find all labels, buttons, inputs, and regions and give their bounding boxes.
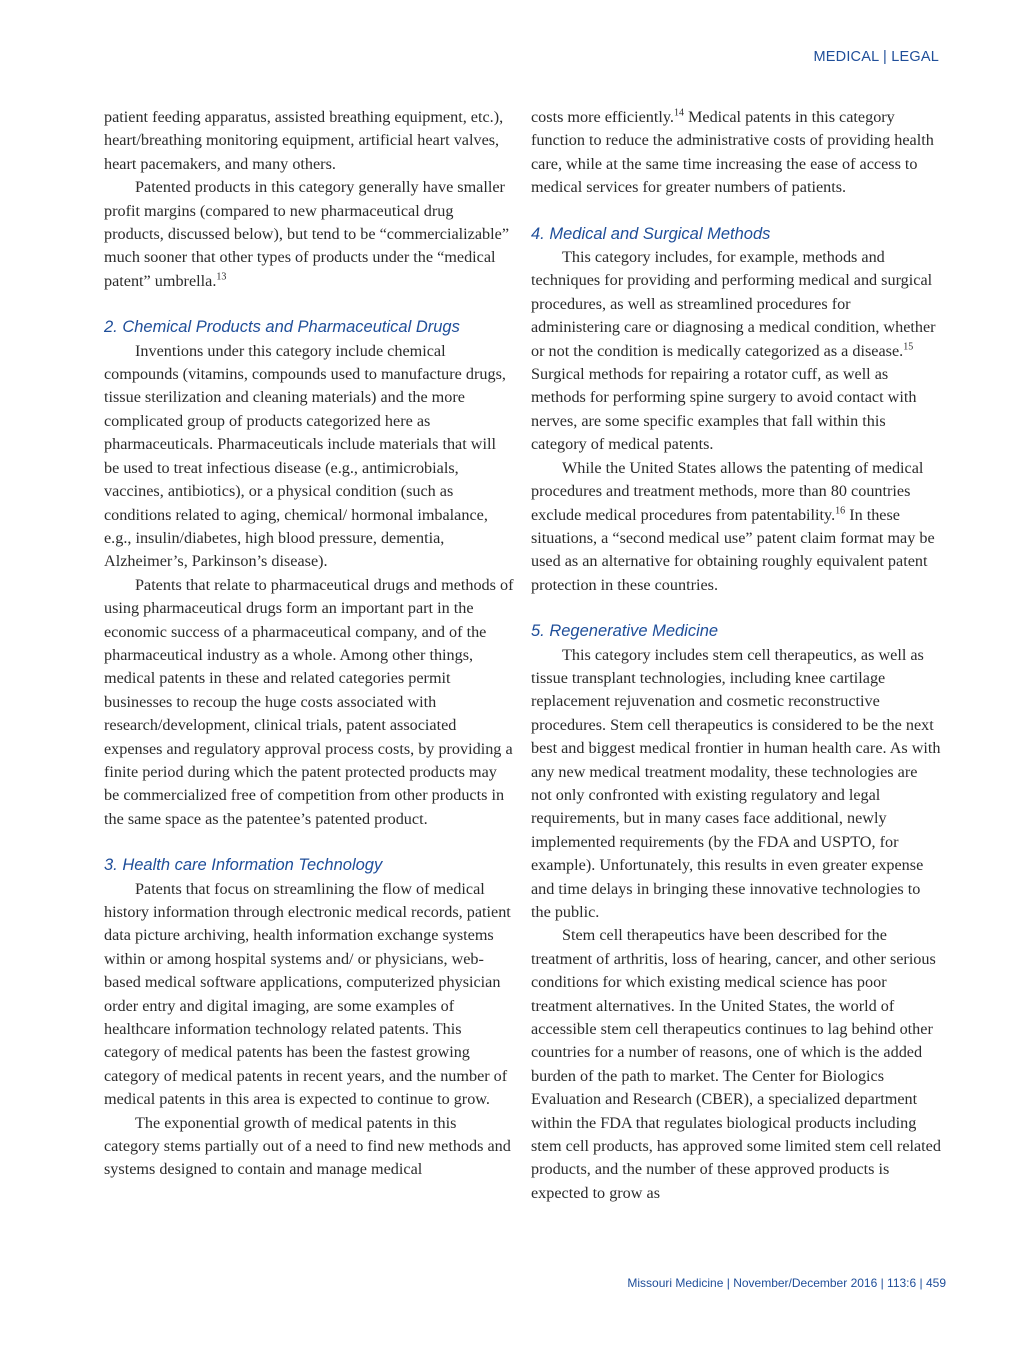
paragraph: The exponential growth of medical patents in this category stems partially out of a need to find new methods and systems designed to contain and manage medical (104, 1113, 511, 1179)
right-column (531, 106, 941, 1205)
reference-16[interactable]: 16 (835, 505, 846, 517)
paragraph-text: Medical patents in this category function to reduce the administrative costs of providing health care, while at the same time increasing the ease of access to medical services for greater numbers of patients. (531, 108, 934, 197)
paragraph: Patents that relate to pharmaceutical drugs and methods of using pharmaceutical drugs form an important part in the economic success of a pharmaceutical company, and of the pharmaceutical industry as a whole. Among other things, medical patents in these and related categories permit businesses to recoup the huge costs associated with research/development, clinical trials, patent associated expenses and regulatory approval process costs, by providing a finite period during which the patent protected products may be commercialized free of competition from other products in the same space as the patentee’s patented product. (104, 575, 514, 828)
reference-15[interactable]: 15 (903, 341, 914, 353)
paragraph: Stem cell therapeutics have been described for the treatment of arthritis, loss of hearing, cancer, and other serious conditions for which existing medical science has poor treatment alternatives. In the United States, the world of accessible stem cell therapeutics continues to lag behind other countries for a number of reasons, one of which is the added burden of the path to market. The Center for Biologics Evaluation and Research (CBER), a specialized department within the FDA that regulates biological products including stem cell products, has approved some limited stem cell related products, and the number of these approved products is expected to grow as (531, 926, 941, 1202)
page-footer: Missouri Medicine | November/December 2016 | 113:6 | 459 (627, 1276, 946, 1290)
paragraph-text: Patented products in this category generally have smaller profit margins (compared to new pharmaceutical drug products, discussed below), but tend to be “commercializable” much sooner that other types of products under the “medical patent” umbrella. (104, 178, 510, 290)
section-heading-regenerative-medicine: 5. Regenerative Medicine (531, 622, 719, 641)
paragraph (531, 106, 941, 200)
paragraph: This category includes stem cell therapeutics, as well as tissue transplant technologies, including knee cartilage replacement rejuvenation and cosmetic reconstructive procedures. Stem cell therapeutics is considered to be the next best and biggest medical frontier in human health care. As with any new medical treatment modality, these technologies are not only confronted with existing regulatory and legal requirements, but in many cases face additional, newly implemented requirements (by the FDA and USPTO, for example). Unfortunately, this results in even greater expense and time delays in bringing these innovative technologies to the public. (531, 645, 941, 921)
section-heading-surgical-methods: 4. Medical and Surgical Methods (531, 224, 771, 243)
paragraph-text: This category includes, for example, methods and techniques for providing and performing medical and surgical procedures, as well as streamlined procedures for administering care or diagnosing a medical condition, whether or not the condition is medically categorized as a disease. (531, 248, 936, 360)
reference-14[interactable]: 14 (673, 107, 684, 119)
section-heading-chemical-products: 2. Chemical Products and Pharmaceutical Drugs (104, 318, 460, 337)
paragraph (104, 176, 514, 293)
paragraph-text: While the United States allows the patenting of medical procedures and treatment methods, more than 80 countries exclude medical procedures from patentability. (531, 458, 924, 524)
reference-13[interactable]: 13 (216, 271, 227, 283)
section-header: MEDICAL | LEGAL (813, 49, 939, 65)
paragraph-text: In these situations, a “second medical use” patent claim format may be used as an alternative for obtaining roughly equivalent patent protection in these countries. (531, 505, 935, 594)
paragraph: Patents that focus on streamlining the flow of medical history information through electronic medical records, patient data picture archiving, health information exchange systems within or among hospital systems and/ or physicians, web-based medical software applications, computerized physician order entry and digital imaging, are some examples of healthcare information technology related patents. This category of medical patents has been the fastest growing category of medical patents in recent years, and the number of medical patents in this area is expected to continue to grow. (104, 879, 511, 1109)
paragraph-text: costs more efficiently. (531, 108, 674, 126)
paragraph (531, 246, 941, 457)
paragraph: patient feeding apparatus, assisted breathing equipment, etc.), heart/breathing monitoring equipment, artificial heart valves, heart pacemakers, and many others. (104, 108, 504, 173)
left-column (104, 106, 514, 1182)
paragraph (531, 457, 941, 597)
section-heading-health-it: 3. Health care Information Technology (104, 856, 383, 875)
paragraph-text: Surgical methods for repairing a rotator cuff, as well as methods for performing spine surgery to avoid contact with nerves, are some specific examples that fall within this category of medical patents. (531, 365, 917, 454)
paragraph: Inventions under this category include chemical compounds (vitamins, compounds used to manufacture drugs, tissue sterilization and cleaning materials) and the more complicated group of products categorized here as pharmaceuticals. Pharmaceuticals include materials that will be used to treat infectious disease (e.g., antimicrobials, vaccines, antibiotics), or a physical condition (such as conditions related to aging, chemical/ hormonal imbalance, e.g., insulin/diabetes, high blood pressure, dementia, Alzheimer’s, Parkinson’s disease). (104, 341, 506, 571)
